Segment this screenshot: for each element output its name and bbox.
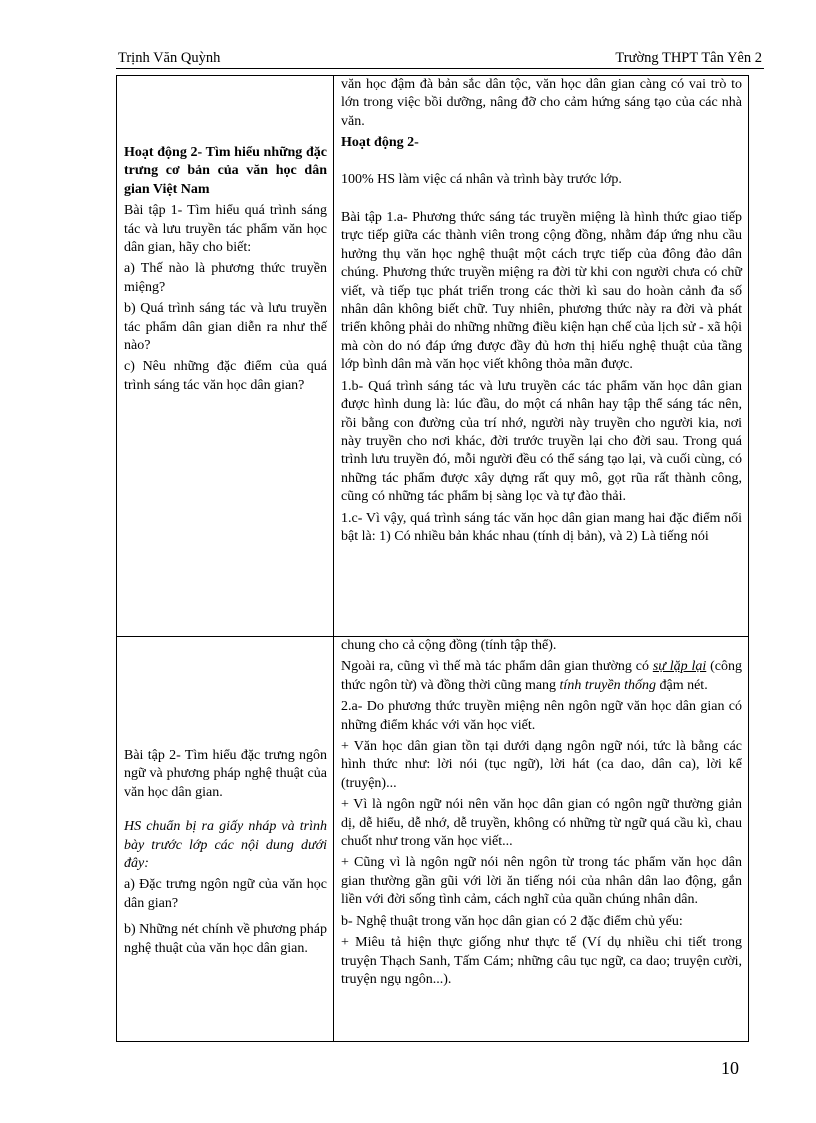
question-2b: b) Những nét chính về phương pháp nghệ thuật của văn học dân gian. xyxy=(124,922,327,956)
exercise-1-prompt: Bài tập 1- Tìm hiểu quá trình sáng tác và lưu truyền tác phẩm văn học dân gian, hãy cho biết: xyxy=(124,203,327,256)
lesson-table-1 xyxy=(116,75,749,637)
instruction-note: HS chuẩn bị ra giấy nháp và trình bày trước lớp các nội dung dưới đây: xyxy=(124,819,327,872)
repetition-paragraph xyxy=(341,658,742,695)
question-c: c) Nêu những đặc điểm của quá trình sáng tác văn học dân gian? xyxy=(124,359,327,393)
page-header xyxy=(116,48,764,69)
lesson-table-2 xyxy=(116,636,749,1042)
hs-work-note: 100% HS làm việc cá nhân và trình bày trước lớp. xyxy=(341,171,622,187)
bullet-simple-language: + Vì là ngôn ngữ nói nên văn học dân gian có ngôn ngữ thường giản dị, dễ hiểu, dễ nhớ, dễ truyền, không có những từ ngữ quá cầu kì, chau chuốt như trong văn học viết... xyxy=(341,797,742,850)
intro-paragraph: văn học đậm đà bản sắc dân tộc, văn học dân gian càng có vai trò to lớn trong việc bồi dưỡng, nâng đỡ cho cảm hứng sáng tạo của các nhà văn. xyxy=(341,77,742,129)
italic-term: sự lặp lại xyxy=(652,659,707,675)
table-row xyxy=(117,76,749,637)
exercise-2-prompt: Bài tập 2- Tìm hiểu đặc trưng ngôn ngữ và phương pháp nghệ thuật của văn học dân gian. xyxy=(124,748,327,800)
italic-term: tính truyền thống xyxy=(559,677,656,693)
right-cell xyxy=(334,76,749,637)
question-b: b) Quá trình sáng tác và lưu truyền tác phẩm dân gian diễn ra như thế nào? xyxy=(124,301,327,354)
answer-2a: 2.a- Do phương thức truyền miệng nên ngôn ngữ văn học dân gian có những điểm khác với văn học viết. xyxy=(341,699,742,733)
text: Ngoài ra, cũng vì thế mà tác phẩm dân gian thường có xyxy=(341,659,653,675)
answer-1a: Bài tập 1.a- Phương thức sáng tác truyền miệng là hình thức giao tiếp trực tiếp giữa các thành viên trong cộng đồng, nhằm đáp ứng nhu cầu hưởng thụ văn học nghệ thuật một cách trực tiếp của đông đảo dân chúng. Phương thức truyền miệng ra đời từ khi con người chưa có chữ viết, và tiếp tục phát triển trong các thời kì sau do hoàn cảnh đa số nhân dân không biết chữ. Tuy nhiên, phương thức này ra đời và phát triển không phải do những những điều kiện hạn chế của lịch sử - xã hội mà còn do nó đáp ứng được đầy đủ hơn thị hiếu nghệ thuật của tầng lớp bình dân mà văn học viết không thỏa mãn được. xyxy=(341,210,742,373)
header-school: Trường THPT Tân Yên 2 xyxy=(615,50,762,66)
answer-1b: 1.b- Quá trình sáng tác và lưu truyền các tác phẩm văn học dân gian được hình dung là: lúc đầu, do một cá nhân hay tập thể sáng tác nên, rồi bằng con đường của trí nhớ, người này truyền cho người kia, nơi này truyền cho nơi khác, đời trước truyền lại cho đời sau. Trong quá trình lưu truyền đó, mỗi người đều có thể sáng tạo lại, và cuối cùng, có những tác phẩm được xây dựng rất quy mô, gọt rũa rất thành công, cũng có những tác phẩm bị sàng lọc và tự đào thải. xyxy=(341,378,742,505)
right-cell xyxy=(334,637,749,1042)
continuation-text: chung cho cả cộng đồng (tính tập thể). xyxy=(341,638,557,653)
table-row xyxy=(117,637,749,1042)
header-author: Trịnh Văn Quỳnh xyxy=(118,50,221,66)
question-2a: a) Đặc trưng ngôn ngữ của văn học dân gian? xyxy=(124,877,327,911)
page-number: 10 xyxy=(721,1058,739,1078)
answer-1c: 1.c- Vì vậy, quá trình sáng tác văn học dân gian mang hai đặc điểm nổi bật là: 1) Có nhiều bản khác nhau (tính dị bản), và 2) Là tiếng nói xyxy=(341,510,742,544)
activity-2-title: Hoạt động 2- Tìm hiểu những đặc trưng cơ bản của văn học dân gian Việt Nam xyxy=(124,145,327,197)
bullet-realism: + Miêu tả hiện thực giống như thực tế (Ví dụ nhiều chi tiết trong truyện Thạch Sanh, Tấm Cám; những câu tục ngữ, ca dao; truyện cười, truyện ngụ ngôn...). xyxy=(341,935,742,987)
text: (công thức ngôn từ) và đồng thời cũng mang xyxy=(341,659,742,693)
activity-2-heading: Hoạt động 2- xyxy=(341,135,419,151)
left-cell xyxy=(117,637,334,1042)
bullet-close-to-people: + Cũng vì là ngôn ngữ nói nên ngôn từ trong tác phẩm văn học dân gian thường gần gũi với lời ăn tiếng nói của nhân dân lao động, gắn liền với đời sống tình cảm, cách nghĩ của quần chúng nhân dân. xyxy=(341,855,742,908)
bullet-oral-forms: + Văn học dân gian tồn tại dưới dạng ngôn ngữ nói, tức là bằng các hình thức như: lời nói (tục ngữ), lời hát (ca dao, dân ca), lời kể (truyện)... xyxy=(341,739,742,791)
answer-2b: b- Nghệ thuật trong văn học dân gian có 2 đặc điểm chủ yếu: xyxy=(341,913,683,929)
question-a: a) Thế nào là phương thức truyền miệng? xyxy=(124,261,327,295)
left-cell xyxy=(117,76,334,637)
text: đậm nét. xyxy=(655,677,708,693)
